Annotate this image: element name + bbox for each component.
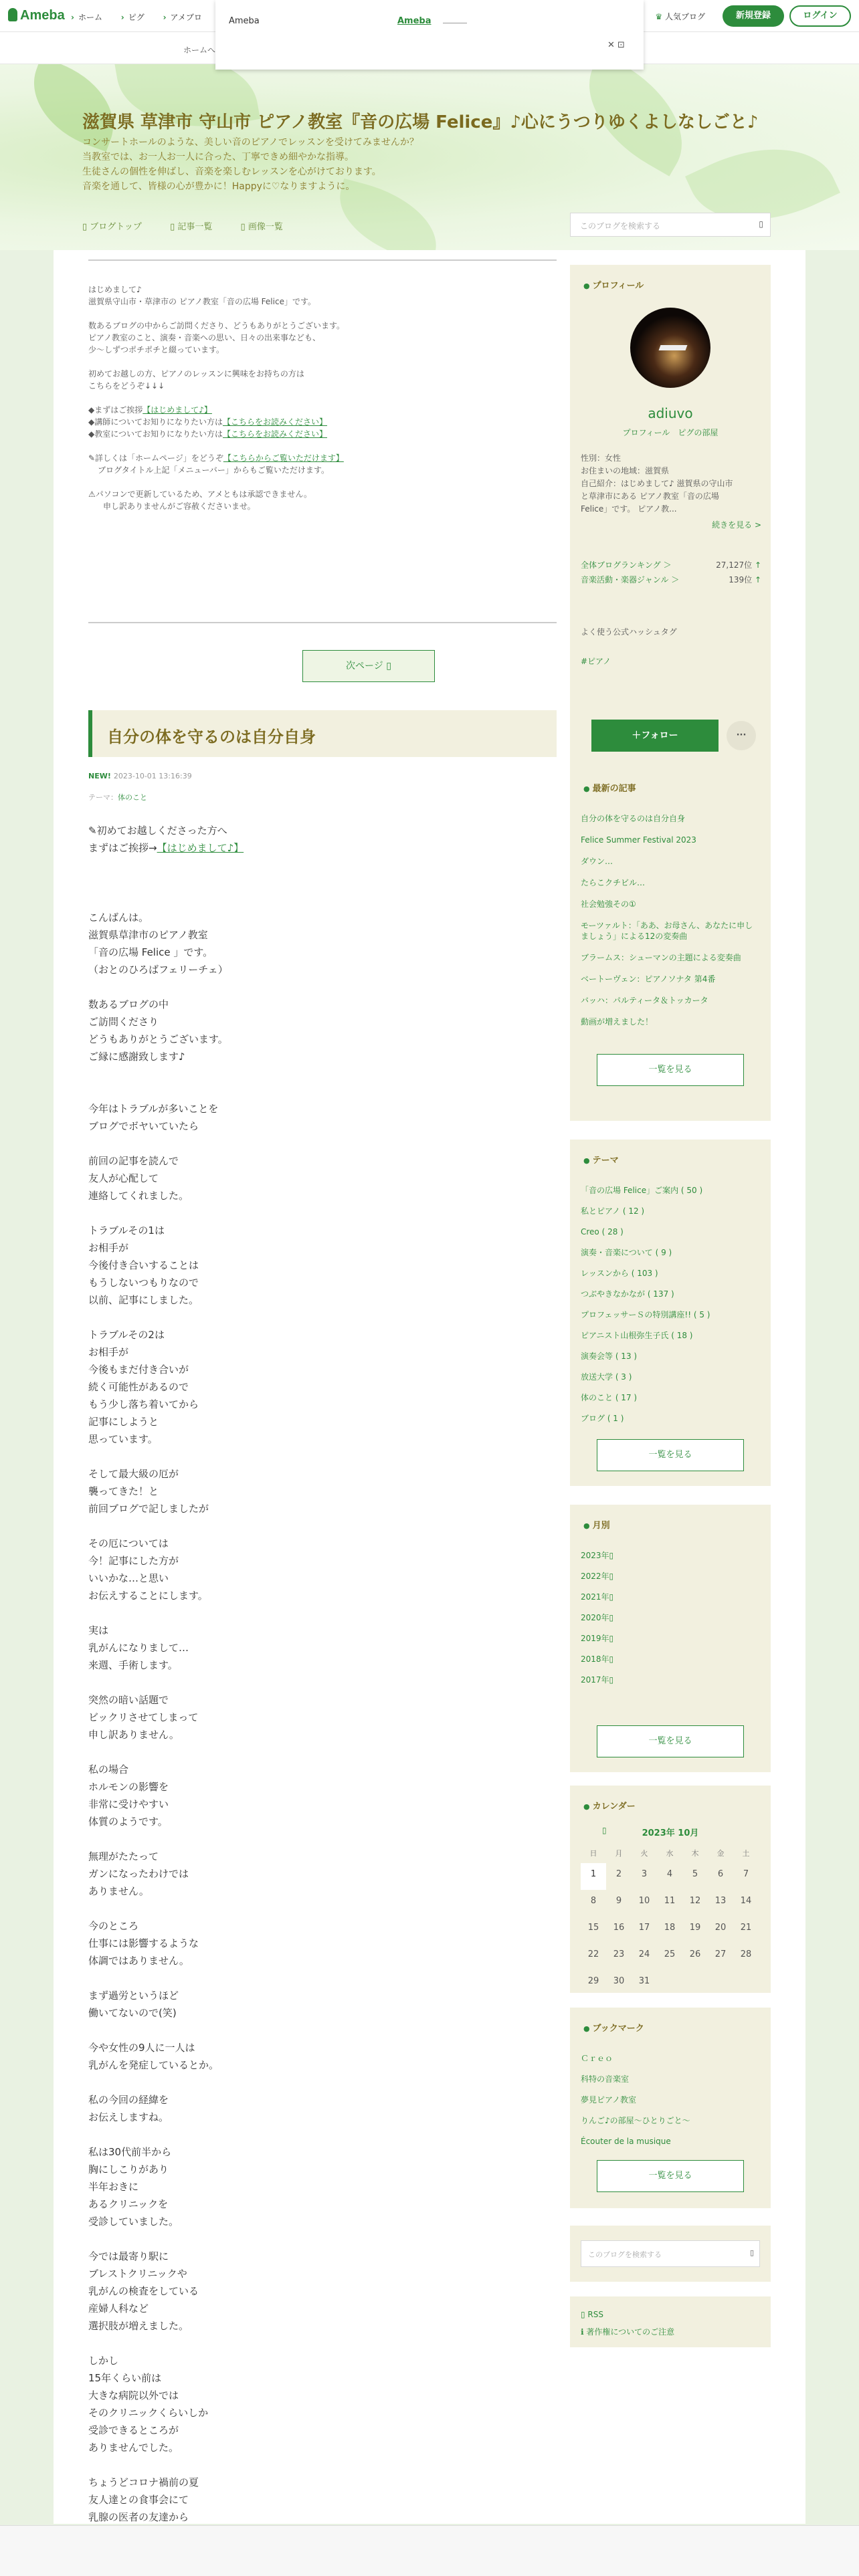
calendar-day[interactable]: 28 bbox=[740, 1949, 752, 1959]
body-line: 襲ってきた！と bbox=[88, 1485, 159, 1497]
calendar-day[interactable]: 17 bbox=[638, 1923, 650, 1933]
body-line: ご縁に感謝致します♪ bbox=[88, 1051, 185, 1063]
body-line: 乳がんを発症しているとか。 bbox=[88, 2059, 219, 2071]
body-line: 今のところ bbox=[88, 1920, 139, 1932]
theme-item[interactable]: 放送大学 ( 3 ) bbox=[581, 1372, 632, 1382]
calendar-title: ● カレンダー bbox=[583, 1799, 636, 1812]
body-line: 今後もまだ付き合いが bbox=[88, 1364, 189, 1376]
body-line: 胸にしこりがあり bbox=[88, 2163, 169, 2175]
homepage-link[interactable]: 【こちらからご覧いただけます】 bbox=[223, 453, 344, 463]
hashtag-link[interactable]: #ピアノ bbox=[581, 657, 611, 666]
next-page-button[interactable]: 次ページ ▯ bbox=[302, 650, 435, 682]
recent-item[interactable]: Felice Summer Festival 2023 bbox=[581, 835, 696, 845]
footer-links-card bbox=[570, 2296, 771, 2347]
body-line: 今後付き合いすることは bbox=[88, 1259, 199, 1271]
theme-item[interactable]: 演奏会等 ( 13 ) bbox=[581, 1352, 638, 1361]
body-gap bbox=[88, 1900, 244, 1917]
monthly-list-button[interactable]: 一覧を見る bbox=[597, 1725, 744, 1757]
month-item[interactable]: 2021年▯ bbox=[581, 1592, 614, 1602]
calendar-weekday: 月 bbox=[615, 1849, 623, 1858]
themes-card bbox=[570, 1140, 771, 1486]
recent-articles-card bbox=[570, 768, 771, 1121]
entry-title[interactable]: 自分の体を守るのは自分自身 bbox=[107, 728, 316, 746]
body-line: そして最大級の厄が bbox=[88, 1468, 179, 1480]
body-gap bbox=[88, 1743, 244, 1761]
bookmark-item[interactable]: りんご♪の部屋〜ひとりごと〜 bbox=[581, 2116, 690, 2125]
rss-link[interactable]: ▯ RSS bbox=[581, 2310, 603, 2319]
body-line: 受診していました。 bbox=[88, 2216, 179, 2228]
calendar-weekday: 金 bbox=[717, 1849, 725, 1858]
body-line: 仕事には影響するような bbox=[88, 1937, 199, 1949]
body-line: もうしないつもりなので bbox=[88, 1277, 199, 1289]
blog-header bbox=[0, 64, 859, 250]
calendar-day[interactable]: 5 bbox=[692, 1869, 698, 1879]
bookmarks-card bbox=[570, 2008, 771, 2208]
body-line: 体質のようです。 bbox=[88, 1816, 168, 1828]
monthly-card bbox=[570, 1505, 771, 1772]
body-line: 今では最寄り駅に bbox=[88, 2250, 169, 2262]
body-gap bbox=[88, 857, 244, 874]
body-line: ブログでボヤいていたら bbox=[88, 1120, 199, 1132]
ameba-logo[interactable]: Ameba bbox=[8, 8, 65, 23]
top-nav-pigg[interactable]: › ピグ bbox=[121, 13, 145, 22]
body-line: 前回の記事を読んで bbox=[88, 1155, 179, 1167]
body-line: どうもありがとうございます。 bbox=[88, 1033, 228, 1045]
recent-list bbox=[581, 813, 760, 1038]
intro-link-row: ◆まずはご挨拶【はじめまして♪】 bbox=[88, 405, 212, 415]
calendar-weekday-row bbox=[581, 1846, 760, 1863]
intro-link-row: ◆講師についてお知りになりたい方は【こちらをお読みください】 bbox=[88, 417, 328, 427]
divider bbox=[88, 259, 557, 261]
chevron-right-icon: ▯ bbox=[386, 661, 391, 671]
body-line: 受診できるところが bbox=[88, 2424, 179, 2436]
recent-item[interactable]: 自分の体を守るのは自分自身 bbox=[581, 814, 686, 823]
body-line: 滋賀県草津市のピアノ教室 bbox=[88, 929, 208, 941]
popular-blog-link[interactable]: ♛ 人気ブログ bbox=[655, 12, 705, 21]
blog-nav-images[interactable]: ▯ 画像一覧 bbox=[241, 222, 283, 232]
theme-item[interactable]: つぶやきなかなが ( 137 ) bbox=[581, 1289, 674, 1299]
ameba-logo-icon bbox=[8, 8, 17, 21]
calendar-weekday: 木 bbox=[691, 1849, 699, 1858]
body-line: 私の場合 bbox=[88, 1763, 129, 1776]
calendar-day[interactable]: 9 bbox=[615, 1896, 622, 1906]
body-gap bbox=[88, 1448, 244, 1465]
themes-list-button[interactable]: 一覧を見る bbox=[597, 1439, 744, 1471]
hello-link[interactable]: 【はじめまして♪】 bbox=[142, 405, 212, 415]
intro-detail-row: ✎詳しくは「ホームページ」をどうぞ【こちらからご覧いただけます】 bbox=[88, 453, 344, 463]
body-line: 「音の広場 Felice 」です。 bbox=[88, 946, 213, 958]
body-gap bbox=[88, 2230, 244, 2248]
body-line: 前回ブログで記しましたが bbox=[88, 1503, 209, 1515]
top-nav-home[interactable]: › ホーム bbox=[71, 13, 102, 22]
body-line: トラブルその2は bbox=[88, 1329, 165, 1341]
body-line: 乳腺の医者の友達から bbox=[88, 2511, 189, 2523]
body-line: 15年くらい前は bbox=[88, 2372, 162, 2384]
body-line: 半年おきに bbox=[88, 2181, 139, 2193]
calendar-day[interactable]: 27 bbox=[714, 1949, 727, 1959]
month-item[interactable]: 2023年▯ bbox=[581, 1551, 614, 1560]
month-item[interactable]: 2022年▯ bbox=[581, 1572, 614, 1581]
theme-item[interactable]: ピアニスト山根弥生子氏 ( 18 ) bbox=[581, 1331, 693, 1340]
body-line: 私の今回の経緯を bbox=[88, 2094, 169, 2106]
body-gap bbox=[88, 1083, 244, 1100]
body-line: まず過労というほど bbox=[88, 1990, 179, 2002]
theme-item[interactable]: プロフェッサーＳの特別講座!! ( 5 ) bbox=[581, 1310, 710, 1319]
body-line: ホルモンの影響を bbox=[88, 1781, 169, 1793]
body-line: あるクリニックを bbox=[88, 2198, 169, 2210]
side-search-input[interactable]: このブログを検索する ▯ bbox=[581, 2240, 760, 2267]
body-line: 突然の暗い話題で bbox=[88, 1694, 169, 1706]
body-line: 選択肢が増えました。 bbox=[88, 2320, 189, 2332]
calendar-weekday: 水 bbox=[666, 1849, 674, 1858]
sub-nav-home[interactable]: ホームへ bbox=[183, 45, 216, 55]
bookmark-item[interactable]: Ｃｒｅｏ bbox=[581, 2054, 613, 2063]
search-icon[interactable]: ▯ bbox=[759, 219, 763, 229]
themes-title: ● テーマ bbox=[583, 1153, 619, 1166]
profile-links[interactable]: プロフィール ピグの部屋 bbox=[622, 428, 719, 437]
calendar-day[interactable]: 31 bbox=[638, 1976, 650, 1986]
page-bottom bbox=[0, 2525, 859, 2576]
theme-item[interactable]: 演奏・音楽について ( 9 ) bbox=[581, 1248, 672, 1257]
body-line: ありませんでした。 bbox=[88, 2442, 179, 2454]
bookmarks-list bbox=[581, 2053, 760, 2157]
profile-text: 性別：女性 お住まいの地域：滋賀県 自己紹介：はじめまして♪ 滋賀県の守山市 と草津市にある ピアノ教室「音の広場 Felice」です。 ピアノ教... bbox=[581, 453, 733, 514]
recent-item[interactable]: 社会勉強その① bbox=[581, 899, 636, 909]
body-gap bbox=[88, 1065, 244, 1083]
blog-nav-entries[interactable]: ▯ 記事一覧 bbox=[170, 222, 212, 232]
monthly-title: ● 月別 bbox=[583, 1518, 610, 1531]
body-line: 実は bbox=[88, 1624, 109, 1636]
ad-close-button[interactable]: ✕ ⊡ bbox=[607, 40, 625, 50]
calendar-day[interactable]: 1 bbox=[581, 1863, 606, 1890]
entry-datetime: 2023-10-01 13:16:39 bbox=[113, 772, 192, 780]
bookmark-item[interactable]: 科特の音楽室 bbox=[581, 2074, 630, 2084]
ad-overlay bbox=[215, 0, 644, 70]
main-container bbox=[54, 250, 805, 2524]
calendar-day[interactable]: 18 bbox=[664, 1923, 676, 1933]
body-line: 友人が心配して bbox=[88, 1172, 159, 1184]
new-badge: NEW! bbox=[88, 772, 111, 780]
theme-item[interactable]: ブログ ( 1 ) bbox=[581, 1414, 624, 1423]
body-line: ブレストクリニックや bbox=[88, 2268, 187, 2280]
body-gap bbox=[88, 1969, 244, 1987]
month-item[interactable]: 2017年▯ bbox=[581, 1675, 614, 1685]
body-gap bbox=[88, 1309, 244, 1326]
body-line: お相手が bbox=[88, 1242, 129, 1254]
calendar-day bbox=[657, 1970, 682, 1997]
calendar-day[interactable]: 4 bbox=[666, 1869, 673, 1879]
entry-theme: テーマ：体のこと bbox=[88, 793, 147, 802]
body-line: 連絡してくれました。 bbox=[88, 1190, 189, 1202]
body-line: トラブルその1は bbox=[88, 1224, 165, 1237]
calendar-day[interactable]: 7 bbox=[743, 1869, 749, 1879]
hashtag-title: よく使う公式ハッシュタグ bbox=[581, 627, 677, 637]
body-line: 乳がんになりまして… bbox=[88, 1642, 189, 1654]
bookmarks-list-button[interactable]: 一覧を見る bbox=[597, 2160, 744, 2192]
body-line: 数あるブログの中 bbox=[88, 998, 169, 1010]
calendar-week-row bbox=[581, 1970, 760, 1997]
ad-link[interactable]: Ameba bbox=[397, 16, 432, 26]
body-gap bbox=[88, 2074, 244, 2091]
body-gap bbox=[88, 1674, 244, 1691]
body-line: 来週、手術します。 bbox=[88, 1659, 178, 1671]
monthly-list bbox=[581, 1550, 760, 1695]
body-gap bbox=[88, 2335, 244, 2352]
blog-search-input[interactable]: このブログを検索する ▯ bbox=[570, 213, 771, 237]
body-line: 思っています。 bbox=[88, 1433, 158, 1445]
blog-title[interactable]: 滋賀県 草津市 守山市 ピアノ教室『音の広場 Felice』♪心にうつりゆくよしなしごと♪ bbox=[82, 112, 759, 132]
theme-item[interactable]: 体のこと ( 17 ) bbox=[581, 1393, 638, 1402]
calendar-day[interactable]: 8 bbox=[590, 1896, 597, 1906]
body-line: そのクリニックくらいしか bbox=[88, 2407, 209, 2419]
recent-item[interactable]: 動画が増えました！ bbox=[581, 1017, 654, 1027]
entry-theme-link[interactable]: 体のこと bbox=[118, 793, 147, 802]
theme-item[interactable]: レッスンから ( 103 ) bbox=[581, 1269, 658, 1278]
body-line: こんばんは。 bbox=[88, 911, 149, 924]
profile-more-link[interactable]: 続きを見る > bbox=[712, 520, 761, 530]
month-item[interactable]: 2019年▯ bbox=[581, 1634, 614, 1643]
body-line: いいかな…と思い bbox=[88, 1572, 169, 1584]
greeting-link[interactable]: 【はじめまして♪】 bbox=[157, 842, 244, 854]
calendar-weekday: 火 bbox=[640, 1849, 648, 1858]
body-line: 続く可能性があるので bbox=[88, 1381, 189, 1393]
body-line: お伝えすることにします。 bbox=[88, 1590, 208, 1602]
bookmarks-title: ● ブックマーク bbox=[583, 2021, 644, 2034]
theme-item[interactable]: 「音の広場 Felice」ご案内 ( 50 ) bbox=[581, 1186, 703, 1195]
calendar-day[interactable]: 20 bbox=[714, 1923, 727, 1933]
calendar-day[interactable]: 2 bbox=[615, 1869, 622, 1879]
body-gap bbox=[88, 1135, 244, 1152]
body-line: 大きな病院以外では bbox=[88, 2389, 179, 2401]
body-line: その厄については bbox=[88, 1537, 169, 1549]
intro-message: はじめまして♪ 滋賀県守山市・草津市の ピアノ教室「音の広場 Felice」です。 数あるブログの中からご訪問くださり、どうもありがとうございます。 ピアノ教室のこと、演奏・音楽への思い、日々の出来事なども、 少～しずつポチポチと綴っています。 初めてお越しの方、ピアノのレッスンに興味をお持ちの方は こちらをどうぞ↓↓↓ ◆まずはご挨拶【はじめまして♪】 ◆講師についてお知りになりたい方は【こちらをお読みください】 ◆教室についてお知りになりたい方は【こちらをお読みください】 ✎詳しくは「ホームページ」をどうぞ【こちらからご覧いただけます】 ブログタイトル上記「メニューバー」からもご覧いただけます。 ⚠パソコンで更新しているため、アメともは承認できません。 申し訳ありませんがご容赦くださいませ。 bbox=[88, 285, 345, 511]
copyright-link[interactable]: ℹ 著作権についてのご注意 bbox=[581, 2327, 675, 2337]
more-options-button[interactable]: ··· bbox=[727, 721, 756, 750]
recent-item[interactable]: ブラームス：シューマンの主題による変奏曲 bbox=[581, 953, 741, 962]
body-gap bbox=[88, 2126, 244, 2143]
profile-name[interactable]: adiuvo bbox=[648, 405, 693, 421]
register-button[interactable]: 新規登録 bbox=[723, 5, 784, 27]
bookmark-item[interactable]: 夢見ピアノ教室 bbox=[581, 2095, 637, 2105]
profile-card bbox=[570, 265, 771, 770]
calendar-day[interactable]: 26 bbox=[689, 1949, 701, 1959]
rank-overall[interactable]: 全体ブログランキング ＞ 27,127位 ↑ bbox=[581, 559, 761, 570]
body-line: お伝えしますね。 bbox=[88, 2111, 169, 2123]
bookmark-item[interactable]: Écouter de la musique bbox=[581, 2137, 671, 2146]
entry-body-lines bbox=[88, 857, 244, 2561]
body-line: 以前、記事にしました。 bbox=[88, 1294, 199, 1306]
calendar-grid bbox=[581, 1846, 760, 1997]
body-line: （おとのひろばフェリーチェ） bbox=[88, 964, 228, 976]
calendar-day[interactable]: 30 bbox=[613, 1976, 625, 1986]
body-line: 今年はトラブルが多いことを bbox=[88, 1103, 219, 1115]
body-gap bbox=[88, 891, 244, 909]
calendar-day[interactable]: 24 bbox=[638, 1949, 650, 1959]
calendar-weekday: 土 bbox=[742, 1849, 750, 1858]
calendar-day[interactable]: 13 bbox=[714, 1896, 727, 1906]
blog-nav bbox=[82, 219, 308, 232]
calendar-week-row bbox=[581, 1890, 760, 1917]
top-nav-ameblo[interactable]: › アメブロ bbox=[163, 13, 202, 22]
calendar-day[interactable]: 14 bbox=[740, 1896, 752, 1906]
body-line: 乳がんの検査をしている bbox=[88, 2285, 199, 2297]
month-item[interactable]: 2018年▯ bbox=[581, 1654, 614, 1664]
body-line: 記事にしようと bbox=[88, 1416, 159, 1428]
body-line: ガンになったわけでは bbox=[88, 1868, 189, 1880]
body-line: しかし bbox=[88, 2355, 119, 2367]
calendar-prev-icon[interactable]: ▯ bbox=[602, 1826, 607, 1835]
recent-item[interactable]: モーツァルト：「ああ、お母さん、あなたに申しましょう」による12の変奏曲 bbox=[581, 921, 753, 941]
calendar-day[interactable]: 21 bbox=[740, 1923, 752, 1933]
teacher-link[interactable]: 【こちらをお読みください】 bbox=[223, 417, 328, 427]
body-gap bbox=[88, 1204, 244, 1222]
recent-item[interactable]: ダウン… bbox=[581, 857, 613, 866]
calendar-day[interactable]: 6 bbox=[717, 1869, 724, 1879]
calendar-week-row bbox=[581, 1917, 760, 1943]
follow-button[interactable]: ＋フォロー bbox=[591, 720, 719, 752]
ad-label: Ameba bbox=[229, 16, 260, 26]
calendar-day[interactable]: 19 bbox=[689, 1923, 701, 1933]
theme-item[interactable]: Creo ( 28 ) bbox=[581, 1227, 624, 1237]
search-icon[interactable]: ▯ bbox=[749, 2248, 754, 2257]
body-gap bbox=[88, 1830, 244, 1848]
calendar-day[interactable]: 16 bbox=[613, 1923, 625, 1933]
body-line: 今や女性の9人に一人は bbox=[88, 2042, 195, 2054]
crown-icon: ♛ bbox=[655, 12, 663, 21]
calendar-day[interactable]: 22 bbox=[587, 1949, 599, 1959]
body-line: 申し訳ありません。 bbox=[88, 1729, 179, 1741]
intro-link-row: ◆教室についてお知りになりたい方は【こちらをお読みください】 bbox=[88, 429, 328, 439]
login-button[interactable]: ログイン bbox=[789, 5, 851, 27]
body-line: ありません。 bbox=[88, 1885, 149, 1897]
entry-meta bbox=[88, 772, 192, 780]
body-line: 無理がたたって bbox=[88, 1850, 159, 1862]
calendar-day bbox=[733, 1970, 759, 1997]
calendar-day bbox=[708, 1970, 733, 1997]
divider bbox=[88, 622, 557, 623]
body-line: ビックリさせてしまって bbox=[88, 1711, 199, 1723]
calendar-month: 2023年 10月 bbox=[642, 1828, 699, 1838]
side-search-card bbox=[570, 2226, 771, 2282]
body-gap bbox=[88, 1517, 244, 1535]
recent-list-button[interactable]: 一覧を見る bbox=[597, 1054, 744, 1086]
calendar-day[interactable]: 11 bbox=[664, 1896, 676, 1906]
month-item[interactable]: 2020年▯ bbox=[581, 1613, 614, 1622]
body-gap bbox=[88, 874, 244, 891]
entry-title-box bbox=[88, 710, 557, 757]
calendar-day[interactable]: 29 bbox=[587, 1976, 599, 1986]
body-line: お相手が bbox=[88, 1346, 129, 1358]
calendar-day[interactable]: 12 bbox=[689, 1896, 701, 1906]
body-line: 私は30代前半から bbox=[88, 2146, 172, 2158]
recent-item[interactable]: ベートーヴェン：ピアノソナタ 第4番 bbox=[581, 974, 716, 984]
top-nav bbox=[71, 11, 218, 23]
body-line: 非常に受けやすい bbox=[88, 1798, 169, 1810]
body-gap bbox=[88, 2456, 244, 2474]
calendar-day[interactable]: 3 bbox=[641, 1869, 648, 1879]
calendar-week-row bbox=[581, 1943, 760, 1970]
calendar-week-row bbox=[581, 1863, 760, 1890]
recent-item[interactable]: バッハ：パルティータ＆トッカータ bbox=[581, 996, 708, 1005]
recent-title: ● 最新の記事 bbox=[583, 781, 636, 794]
calendar-day[interactable]: 10 bbox=[638, 1896, 650, 1906]
body-gap bbox=[88, 1604, 244, 1622]
calendar-weekday: 日 bbox=[589, 1849, 597, 1858]
rank-genre[interactable]: 音楽活動・楽器ジャンル ＞ 139位 ↑ bbox=[581, 574, 761, 585]
body-line: 体調ではありません。 bbox=[88, 1955, 189, 1967]
body-line: ちょうどコロナ禍前の夏 bbox=[88, 2476, 199, 2488]
recent-item[interactable]: たらこクチビル… bbox=[581, 878, 646, 887]
calendar-day[interactable]: 25 bbox=[664, 1949, 676, 1959]
theme-item[interactable]: 私とピアノ ( 12 ) bbox=[581, 1206, 645, 1216]
classroom-link[interactable]: 【こちらをお読みください】 bbox=[223, 429, 328, 439]
body-line: 友人達との食事会にて bbox=[88, 2494, 189, 2506]
body-gap bbox=[88, 978, 244, 996]
body-line: 働いてないので(笑) bbox=[88, 2007, 177, 2019]
themes-list bbox=[581, 1185, 760, 1434]
profile-title: ● プロフィール bbox=[583, 278, 644, 291]
calendar-day bbox=[682, 1970, 708, 1997]
blog-description: コンサートホールのような、美しい音のピアノでレッスンを受けてみませんか？ 当教室では、お一人お一人に合った、丁寧できめ細やかな指導。 生徒さんの個性を伸ばし、音楽を楽しむレッスンを心がけております。 音楽を通して、皆様の心が豊かに！Happyに♡なりますように。 bbox=[82, 137, 419, 192]
body-line: ご訪問くださり bbox=[88, 1016, 159, 1028]
blog-nav-top[interactable]: ▯ ブログトップ bbox=[82, 222, 142, 232]
calendar-day[interactable]: 23 bbox=[613, 1949, 625, 1959]
body-line: もう少し落ち着いてから bbox=[88, 1398, 199, 1410]
entry-body: ✎初めてお越しくださった方へ まずはご挨拶→【はじめまして♪】 こんばんは。 滋賀県草津市のピアノ教室 「音の広場 Felice 」です。 （おとのひろばフェリーチェ） 数あるブログの中 ご訪問くださり どうもありがとうございます。 ご縁に感謝致します♪ 今年はトラブルが多いことを ブログでボヤいていたら 前回の記事を読んで 友人が心配して 連絡してくれました。 トラブルその1は お相手が 今後付き合いすることは もうしないつもりなので 以前、記事にしました。 トラブルその2は お相手が 今後もまだ付き合いが 続く可能性があるので もう少し落ち着いてから 記事にしようと 思っています。 そして最大級の厄が 襲ってきた！と 前回ブログで記しましたが その厄については 今！記事にした方が いいかな…と思い お伝えすることにします。 実は 乳がんになりまして… 来週、手術します。 突然の暗い話題で ビックリさせてしまって 申し訳ありません。 私の場合 ホルモンの影響を 非常に受けやすい 体質のようです。 無理がたたって ガンになったわけでは ありません。 今のところ 仕事には影響するような 体調ではありません。 まず過労というほど 働いてないので(笑) 今や女性の9人に一人は 乳がんを発症しているとか。 私の今回の経緯を お伝えしますね。 私は30代前半から 胸にしこりがあり 半年おきに あるクリニックを 受診していました。 今では最寄り駅に ブレストクリニックや 乳がんの検査をしている 産婦人科など 選択肢が増えました。 しかし 15年くらい前は 大きな病院以外では そのクリニックくらいしか 受診できるところが ありませんでした。 ちょうどコロナ禍前の夏 友人達との食事会にて 乳腺の医者の友達から bbox=[88, 822, 244, 2561]
calendar-card bbox=[570, 1786, 771, 1993]
body-line: 今！記事にした方が bbox=[88, 1555, 179, 1567]
calendar-day[interactable]: 15 bbox=[587, 1923, 599, 1933]
avatar[interactable] bbox=[630, 308, 710, 388]
body-gap bbox=[88, 2022, 244, 2039]
body-line: 産婦人科など bbox=[88, 2302, 149, 2315]
